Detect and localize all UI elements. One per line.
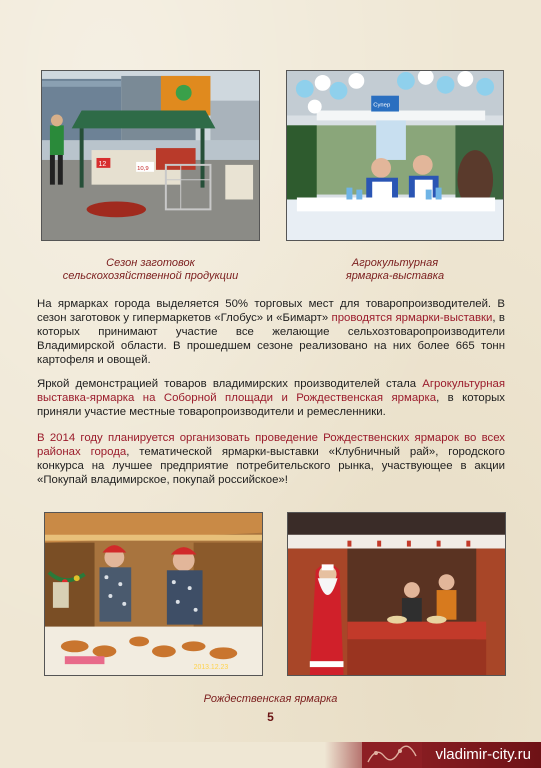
photo3-date: 2013.12.23 (193, 664, 229, 672)
page-number: 5 (267, 710, 274, 724)
footer-ornament-icon (362, 742, 422, 768)
photo-agro-exhibition (286, 70, 504, 241)
paragraph3-text-end: , тематической ярмарки-выставки «Клубничный рай», городского конкурса на лучшее предприятие потребительского рынка, участвующее в акции «Покупай владимирское, покупай российское»! (37, 446, 505, 486)
paragraph3-highlight: В 2014 году планируется организовать проведение Рождественских ярмарок во всех районах города (37, 432, 505, 458)
photo-christmas-vendors (44, 512, 263, 676)
paragraph-fairs (37, 297, 505, 367)
paragraph1-text: На ярмарках города выделяется 50% торговых мест для товаропроизводителей. В сезон заготовок у гипермаркетов «Глобус» и «Бимарт» (37, 298, 505, 324)
paragraph1-text-end: , в которых принимают участие все желающие сельхозтоваропроизводители Владимирской области. В прошедшем сезоне реализовано на них более 665 тонн картофеля и овощей. (37, 312, 505, 366)
caption-christmas-fair: Рождественская ярмарка (203, 693, 338, 705)
caption-photo1: Сезон заготовок сельскохозяйственной продукции (62, 257, 239, 282)
footer-site-link[interactable]: vladimir-city.ru (435, 746, 531, 763)
photo-vegetable-fair (41, 70, 260, 241)
paragraph1-highlight: проводятся ярмарки-выставки (331, 312, 493, 324)
paragraph2-text: Яркой демонстрацией товаров владимирских производителей стала (37, 378, 423, 390)
photo2-banner: Супер (373, 102, 391, 109)
photo-ded-moroz-stall (287, 512, 506, 676)
photo1-price-a: 12 (98, 160, 107, 168)
paragraph2-highlight: Агрокультурная выставка-ярмарка на Соборной площади и Рождественская ярмарка (37, 378, 505, 404)
paragraph2-text-end: , в которых приняли участие местные товаропроизводители и ремесленники. (37, 392, 505, 418)
paragraph-exhibition (37, 377, 505, 419)
paragraph-plans-2014 (37, 431, 505, 487)
caption-photo2: Агрокультурная ярмарка-выставка (345, 257, 445, 282)
photo1-price-b: 10,9 (137, 165, 149, 172)
